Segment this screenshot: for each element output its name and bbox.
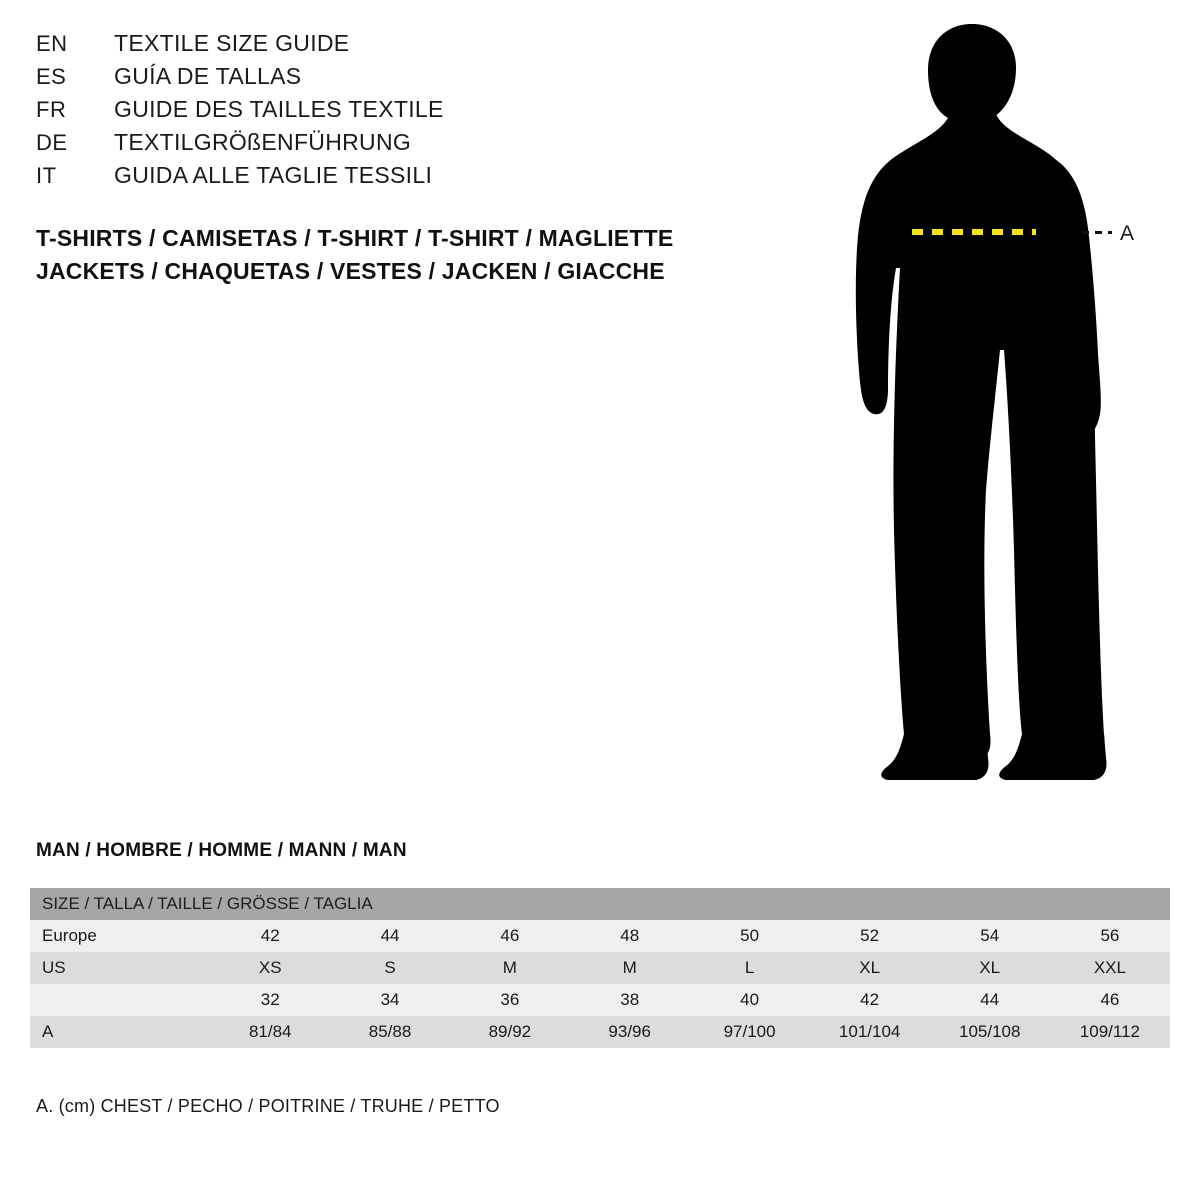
cell-value: XL (810, 952, 930, 984)
cell-value: 105/108 (930, 1016, 1050, 1048)
cell-value: 54 (930, 920, 1050, 952)
table-row (30, 952, 1170, 984)
measure-label-a: A (1120, 222, 1135, 245)
cell-value: 50 (690, 920, 810, 952)
body-silhouette-figure (800, 10, 1200, 790)
row-label: Europe (30, 920, 210, 952)
table-row (30, 984, 1170, 1016)
language-code: IT (36, 163, 57, 188)
language-row (36, 129, 756, 162)
cell-value: 52 (810, 920, 930, 952)
cell-value: XS (210, 952, 330, 984)
cell-value: 85/88 (330, 1016, 450, 1048)
cell-value: 42 (210, 920, 330, 952)
cell-value: 40 (690, 984, 810, 1016)
cell-value: M (570, 952, 690, 984)
cell-value: 109/112 (1050, 1016, 1170, 1048)
cell-value: 48 (570, 920, 690, 952)
cell-value: 93/96 (570, 1016, 690, 1048)
garment-type-line-1: T-SHIRTS / CAMISETAS / T-SHIRT / T-SHIRT / MAGLIETTE (36, 225, 674, 251)
language-code: FR (36, 97, 67, 122)
row-label (30, 984, 210, 1016)
language-title: GUIDE DES TAILLES TEXTILE (114, 96, 444, 122)
cell-value: XXL (1050, 952, 1170, 984)
garment-type-line-2: JACKETS / CHAQUETAS / VESTES / JACKEN / GIACCHE (36, 258, 665, 284)
cell-value: 46 (450, 920, 570, 952)
table-header-row (30, 888, 1170, 920)
cell-value: 42 (810, 984, 930, 1016)
cell-value: 97/100 (690, 1016, 810, 1048)
cell-value: S (330, 952, 450, 984)
cell-value: 101/104 (810, 1016, 930, 1048)
language-code: EN (36, 31, 68, 56)
measure-leader-line (1082, 231, 1112, 234)
cell-value: 89/92 (450, 1016, 570, 1048)
language-row (36, 96, 756, 129)
cell-value: 46 (1050, 984, 1170, 1016)
table-header-label: SIZE / TALLA / TAILLE / GRÖSSE / TAGLIA (30, 888, 1170, 920)
table-row (30, 920, 1170, 952)
language-title: TEXTILGRÖßENFÜHRUNG (114, 129, 412, 155)
language-row (36, 63, 756, 96)
cell-value: 32 (210, 984, 330, 1016)
cell-value: 44 (930, 984, 1050, 1016)
table-row (30, 1016, 1170, 1048)
cell-value: L (690, 952, 810, 984)
cell-value: 36 (450, 984, 570, 1016)
table-footnote: A. (cm) CHEST / PECHO / POITRINE / TRUHE / PETTO (36, 1096, 500, 1116)
garment-types (36, 222, 673, 288)
language-title: GUIDA ALLE TAGLIE TESSILI (114, 162, 433, 188)
language-title-list (36, 30, 756, 195)
cell-value: 81/84 (210, 1016, 330, 1048)
language-row (36, 30, 756, 63)
language-code: DE (36, 130, 68, 155)
row-label: A (30, 1016, 210, 1048)
cell-value: 34 (330, 984, 450, 1016)
language-title: TEXTILE SIZE GUIDE (114, 30, 350, 56)
male-silhouette-icon (856, 24, 1107, 780)
cell-value: XL (930, 952, 1050, 984)
cell-value: 44 (330, 920, 450, 952)
cell-value: 56 (1050, 920, 1170, 952)
cell-value: 38 (570, 984, 690, 1016)
row-label: US (30, 952, 210, 984)
size-table (30, 888, 1170, 1048)
cell-value: M (450, 952, 570, 984)
language-title: GUÍA DE TALLAS (114, 63, 302, 89)
language-code: ES (36, 64, 67, 89)
language-row (36, 162, 756, 195)
section-title-man: MAN / HOMBRE / HOMME / MANN / MAN (36, 840, 407, 861)
